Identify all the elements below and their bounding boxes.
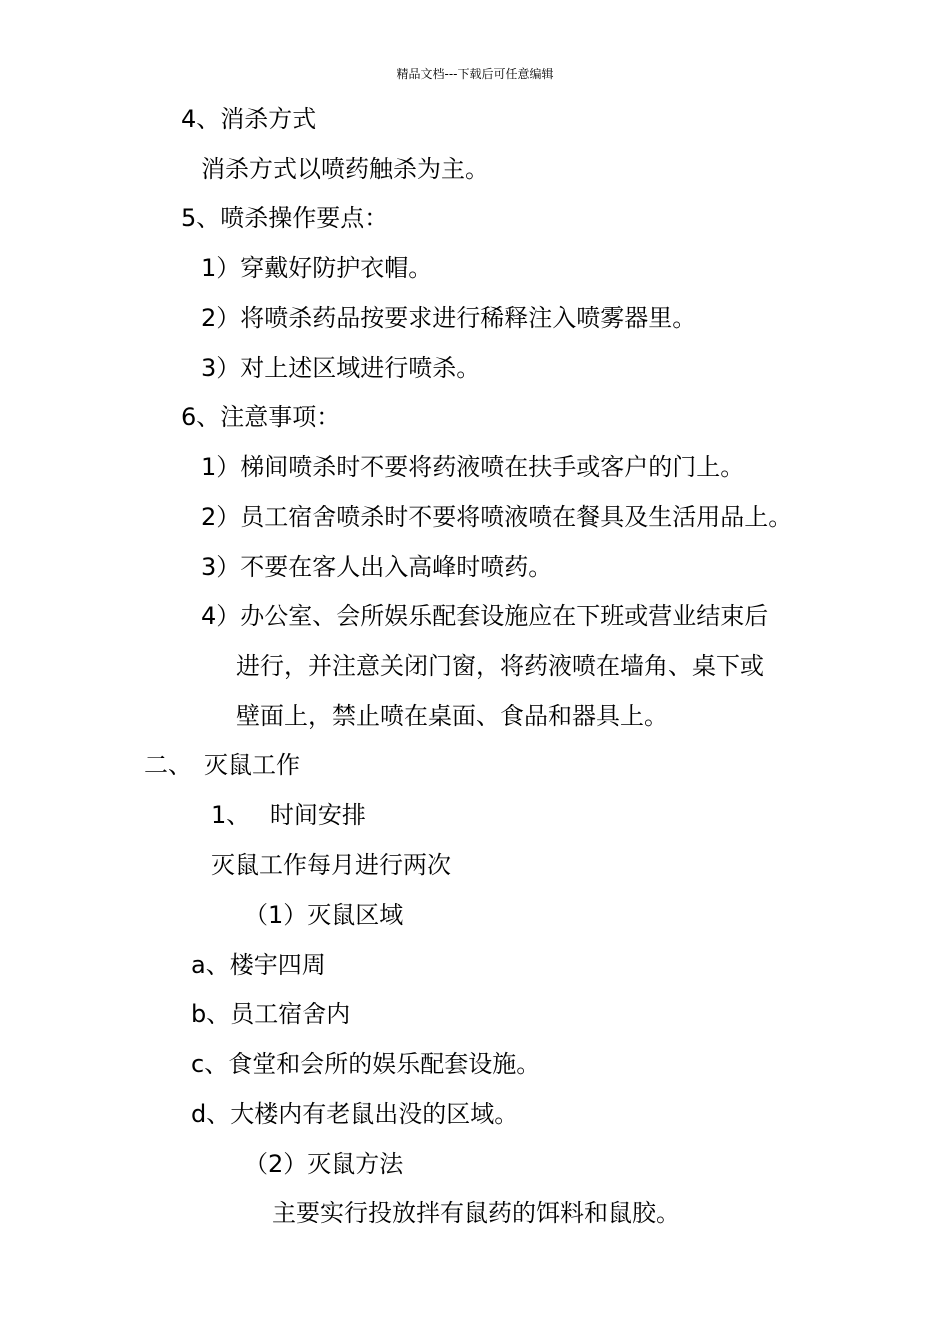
list-item-spraying-2: 2）将喷杀药品按要求进行稀释注入喷雾器里。 [201,304,697,332]
list-item-spraying-1: 1）穿戴好防护衣帽。 [201,254,433,282]
chapter-heading-rodent-control: 二、 灭鼠工作 [144,751,300,779]
list-item-area-a: a、楼宇四周 [191,951,326,979]
subsection-heading-methods: （2）灭鼠方法 [244,1150,404,1178]
list-item-notes-3: 3）不要在客人出入高峰时喷药。 [201,553,553,581]
section-heading-disinfection-method: 4、消杀方式 [181,105,317,133]
paragraph-schedule: 灭鼠工作每月进行两次 [211,851,451,879]
list-item-notes-4: 4）办公室、会所娱乐配套设施应在下班或营业结束后 [201,602,769,630]
subsection-heading-areas: （1）灭鼠区域 [244,901,404,929]
paragraph-methods: 主要实行投放拌有鼠药的饵料和鼠胶。 [272,1199,680,1227]
list-item-area-d: d、大楼内有老鼠出没的区域。 [191,1100,519,1128]
section-heading-notes: 6、注意事项： [181,403,341,431]
page-header: 精品文档---下载后可任意编辑 [396,67,554,81]
list-item-notes-4-continued-2: 壁面上，禁止喷在桌面、食品和器具上。 [236,702,668,730]
list-item-notes-1: 1）梯间喷杀时不要将药液喷在扶手或客户的门上。 [201,453,745,481]
list-item-area-b: b、员工宿舍内 [191,1000,351,1028]
list-item-notes-2: 2）员工宿舍喷杀时不要将喷液喷在餐具及生活用品上。 [201,503,793,531]
list-item-area-c: c、食堂和会所的娱乐配套设施。 [191,1050,541,1078]
list-item-notes-4-continued: 进行，并注意关闭门窗，将药液喷在墙角、桌下或 [236,652,764,680]
list-item-spraying-3: 3）对上述区域进行喷杀。 [201,354,481,382]
paragraph-disinfection-method: 消杀方式以喷药触杀为主。 [201,155,489,183]
section-heading-spraying-points: 5、喷杀操作要点： [181,204,389,232]
section-heading-schedule: 1、 时间安排 [211,801,366,829]
